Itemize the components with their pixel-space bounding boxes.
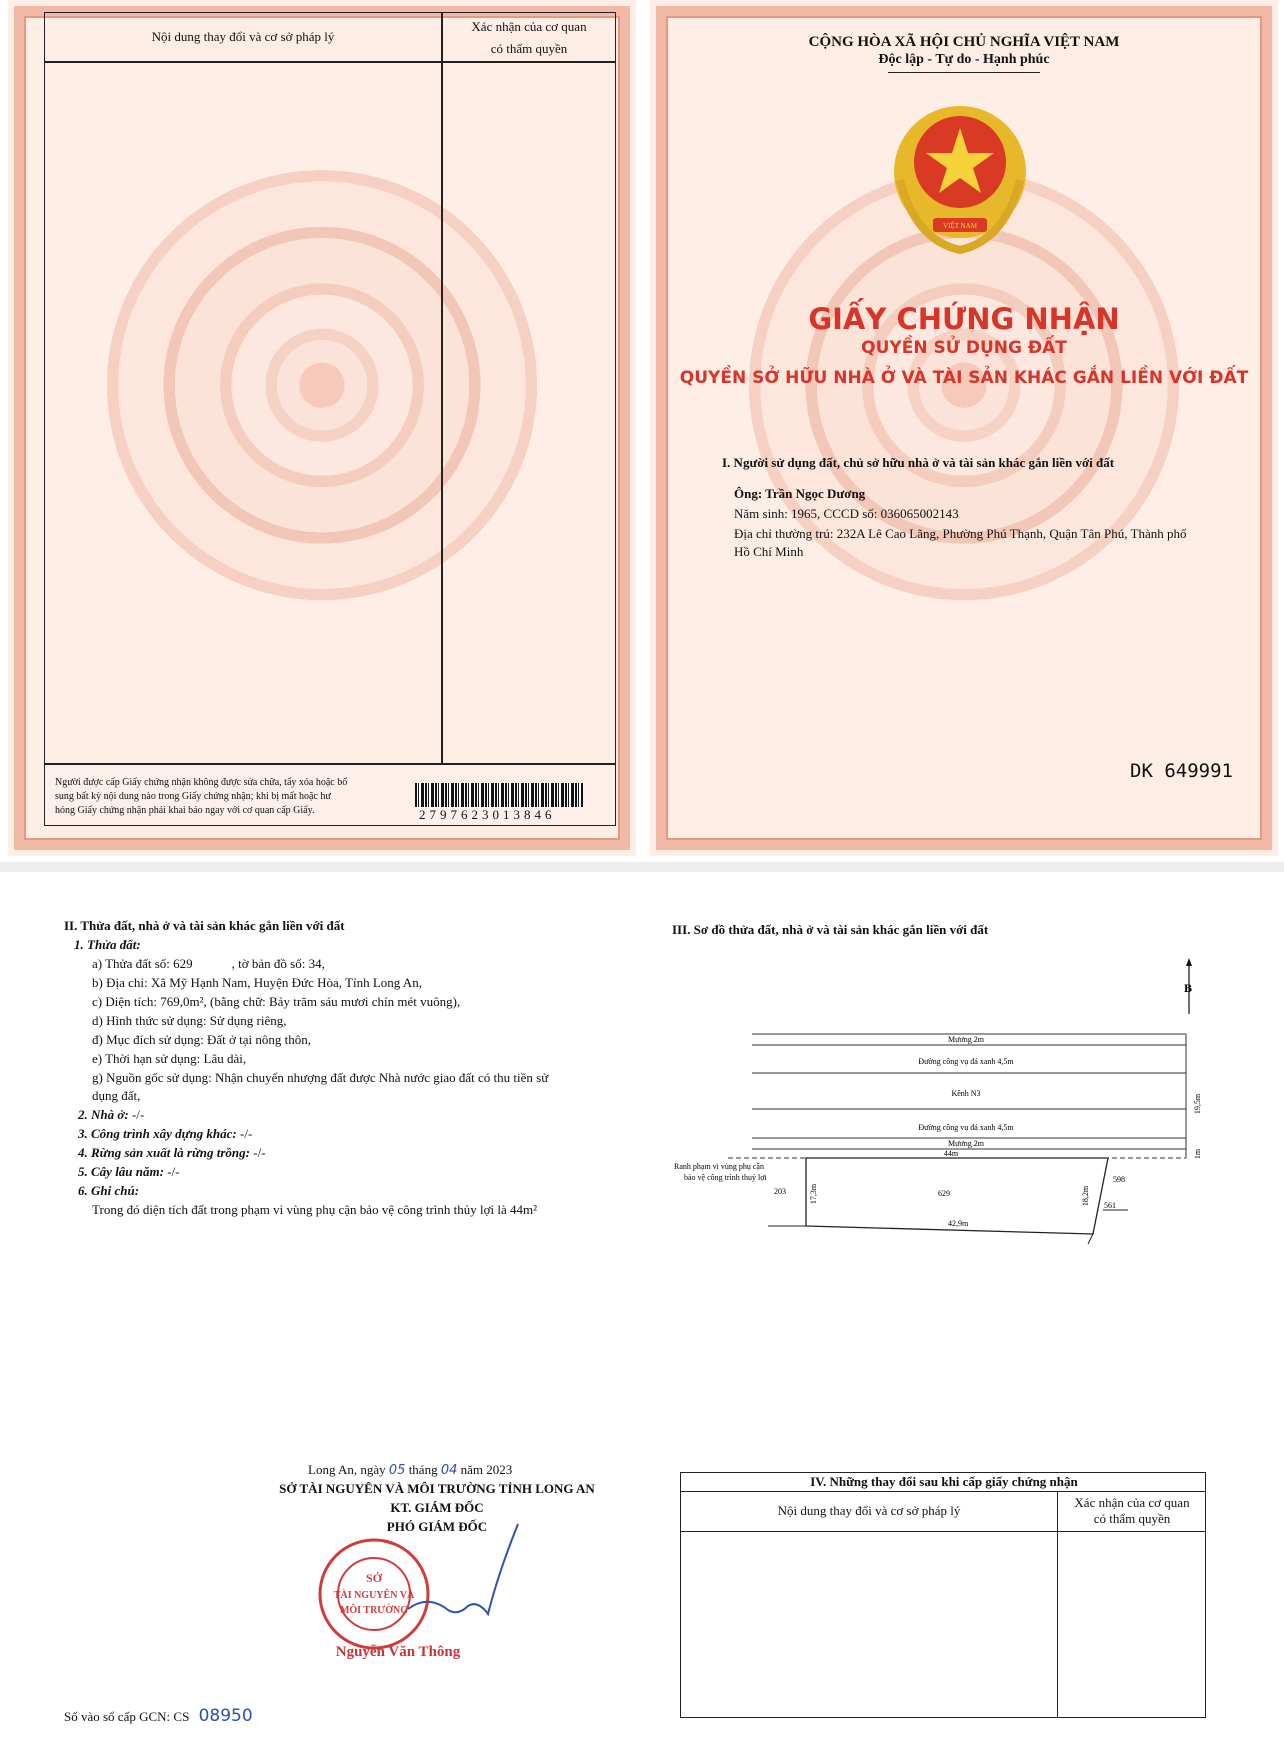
label-road-top: Đường công vụ đá xanh 4,5m (918, 1057, 1014, 1066)
dim-18-2m: 18,2m (1081, 1185, 1090, 1207)
kt-director: KT. GIÁM ĐỐC (390, 1500, 484, 1515)
serial-number: DK 649991 (1130, 760, 1233, 782)
left-cover-page (8, 0, 636, 856)
label-canal: Kênh N3 (951, 1089, 981, 1098)
motto: Độc lập - Tự do - Hạnh phúc (878, 52, 1050, 67)
parcel-diagram (648, 944, 1278, 1228)
section-1-heading: I. Người sử dụng đất, chủ sở hữu nhà ở và tài sản khác gắn liền với đất (722, 455, 1115, 470)
item-4: 4. Rừng sản xuất là rừng trồng: -/- (78, 1145, 266, 1160)
certificate-subtitle-2: QUYỀN SỞ HỮU NHÀ Ở VÀ TÀI SẢN KHÁC GẮN LIỀN VỚI ĐẤT (679, 368, 1249, 388)
parcel-598: 598 (1113, 1175, 1125, 1184)
warning-box (44, 764, 616, 826)
parcel-area: c) Diện tích: 769,0m², (bằng chữ: Bảy trăm sáu mươi chín mét vuông), (92, 994, 461, 1009)
label-road-bottom: Đường công vụ đá xanh 4,5m (918, 1123, 1014, 1132)
item-6-label: 6. Ghi chú: (78, 1183, 140, 1198)
usage-origin-2: dụng đất, (92, 1088, 141, 1103)
page-divider (0, 862, 1284, 872)
inner-right-page (648, 874, 1278, 1752)
warning-text-2: sung bất kỳ nội dung nào trong Giấy chứng nhận; khi bị mất hoặc hư (55, 791, 331, 802)
issue-date: Long An, ngày 05 tháng 04 năm 2023 (308, 1462, 513, 1478)
inner-left-page (8, 874, 638, 1752)
deputy-director: PHÓ GIÁM ĐỐC (386, 1519, 488, 1534)
parcel-address: b) Địa chỉ: Xã Mỹ Hạnh Nam, Huyện Đức Hòa, Tỉnh Long An, (92, 975, 422, 990)
emblem-ribbon-text: VIỆT NAM (943, 222, 977, 230)
changes-table (44, 12, 616, 764)
section-3-heading: III. Sơ đồ thửa đất, nhà ở và tài sản khác gắn liền với đất (672, 922, 989, 937)
dim-42-9m: 42,9m (948, 1219, 969, 1228)
section-4-heading: IV. Những thay đổi sau khi cấp giấy chứng nhận (810, 1474, 1078, 1489)
barcode (415, 783, 583, 807)
note-text: Trong đó diện tích đất trong phạm vi vùng phụ cận bảo vệ công trình thủy lợi là 44m² (92, 1202, 538, 1217)
issuing-agency: SỞ TÀI NGUYÊN VÀ MÔI TRƯỜNG TỈNH LONG AN (279, 1481, 595, 1496)
table-col-content: Nội dung thay đổi và cơ sở pháp lý (777, 1503, 961, 1518)
warning-text-3: hỏng Giấy chứng nhận phải khai báo ngay với cơ quan cấp Giấy. (55, 805, 315, 816)
parcel-561: 561 (1104, 1201, 1116, 1210)
item-1-label: 1. Thửa đất: (74, 937, 141, 952)
parcel-number: a) Thửa đất số: 629 , tờ bản đồ số: 34, (92, 956, 325, 971)
parcel-629: 629 (938, 1189, 950, 1198)
changes-after-issue-table (680, 1472, 1206, 1718)
signature (398, 1514, 538, 1644)
buffer-label-1: Ranh phạm vi vùng phụ cận (674, 1162, 764, 1171)
label-muong-bottom: Mương 2m (948, 1139, 984, 1148)
usage-purpose: đ) Mục đích sử dụng: Đất ở tại nông thôn, (92, 1032, 312, 1047)
signer-name: Nguyễn Văn Thông (335, 1644, 461, 1660)
table-col-approval-1: Xác nhận của cơ quan (1074, 1495, 1190, 1510)
right-cover-page (650, 0, 1278, 856)
owner-address-1: Địa chỉ thường trú: 232A Lê Cao Lãng, Phường Phú Thạnh, Quận Tân Phú, Thành phố (734, 526, 1187, 541)
owner-birth-id: Năm sinh: 1965, CCCD số: 036065002143 (734, 506, 959, 521)
owner-address-2: Hồ Chí Minh (734, 544, 804, 559)
warning-text-1: Người được cấp Giấy chứng nhận không được sửa chữa, tẩy xóa hoặc bổ (55, 777, 348, 788)
dim-19-5m: 19,5m (1193, 1093, 1202, 1115)
buffer-label-2: bảo vệ công trình thuỷ lợi (684, 1173, 767, 1182)
section-2-heading: II. Thửa đất, nhà ở và tài sản khác gắn liền với đất (64, 918, 345, 933)
register-number: Số vào sổ cấp GCN: CS 08950 (64, 1706, 253, 1726)
parcel-203: 203 (774, 1187, 786, 1196)
usage-form: d) Hình thức sử dụng: Sử dụng riêng, (92, 1013, 287, 1028)
seal-text-1: SỞ (365, 1571, 383, 1585)
col-content-header: Nội dung thay đổi và cơ sở pháp lý (151, 29, 335, 44)
dim-44m: 44m (943, 1149, 959, 1158)
dim-17-3m: 17,3m (809, 1183, 818, 1205)
owner-name: Ông: Trần Ngọc Dương (734, 486, 866, 501)
barcode-number: 2797623013846 (419, 807, 556, 822)
certificate-title: GIẤY CHỨNG NHẬN (808, 302, 1120, 336)
seal-text-2: TÀI NGUYÊN VÀ (333, 1590, 415, 1601)
certificate-subtitle-1: QUYỀN SỬ DỤNG ĐẤT (861, 338, 1067, 358)
item-3: 3. Công trình xây dựng khác: -/- (78, 1126, 253, 1141)
dim-1m: 1m (1193, 1148, 1202, 1160)
usage-origin-1: g) Nguồn gốc sử dụng: Nhận chuyển nhượng đất được Nhà nước giao đất có thu tiền sử (92, 1070, 549, 1085)
item-2: 2. Nhà ở: -/- (78, 1107, 145, 1122)
table-col-approval-2: có thẩm quyền (1093, 1511, 1171, 1526)
col-approval-header-1: Xác nhận của cơ quan (471, 19, 587, 34)
label-muong-top: Mương 2m (948, 1035, 984, 1044)
col-approval-header-2: có thẩm quyền (490, 41, 568, 56)
national-emblem-icon (875, 100, 1045, 270)
nation-heading: CỘNG HÒA XÃ HỘI CHỦ NGHĨA VIỆT NAM (808, 34, 1120, 50)
north-label: B (1184, 981, 1193, 995)
seal-text-3: MÔI TRƯỜNG (339, 1605, 409, 1616)
item-5: 5. Cây lâu năm: -/- (78, 1164, 180, 1179)
usage-term: e) Thời hạn sử dụng: Lâu dài, (92, 1051, 247, 1066)
